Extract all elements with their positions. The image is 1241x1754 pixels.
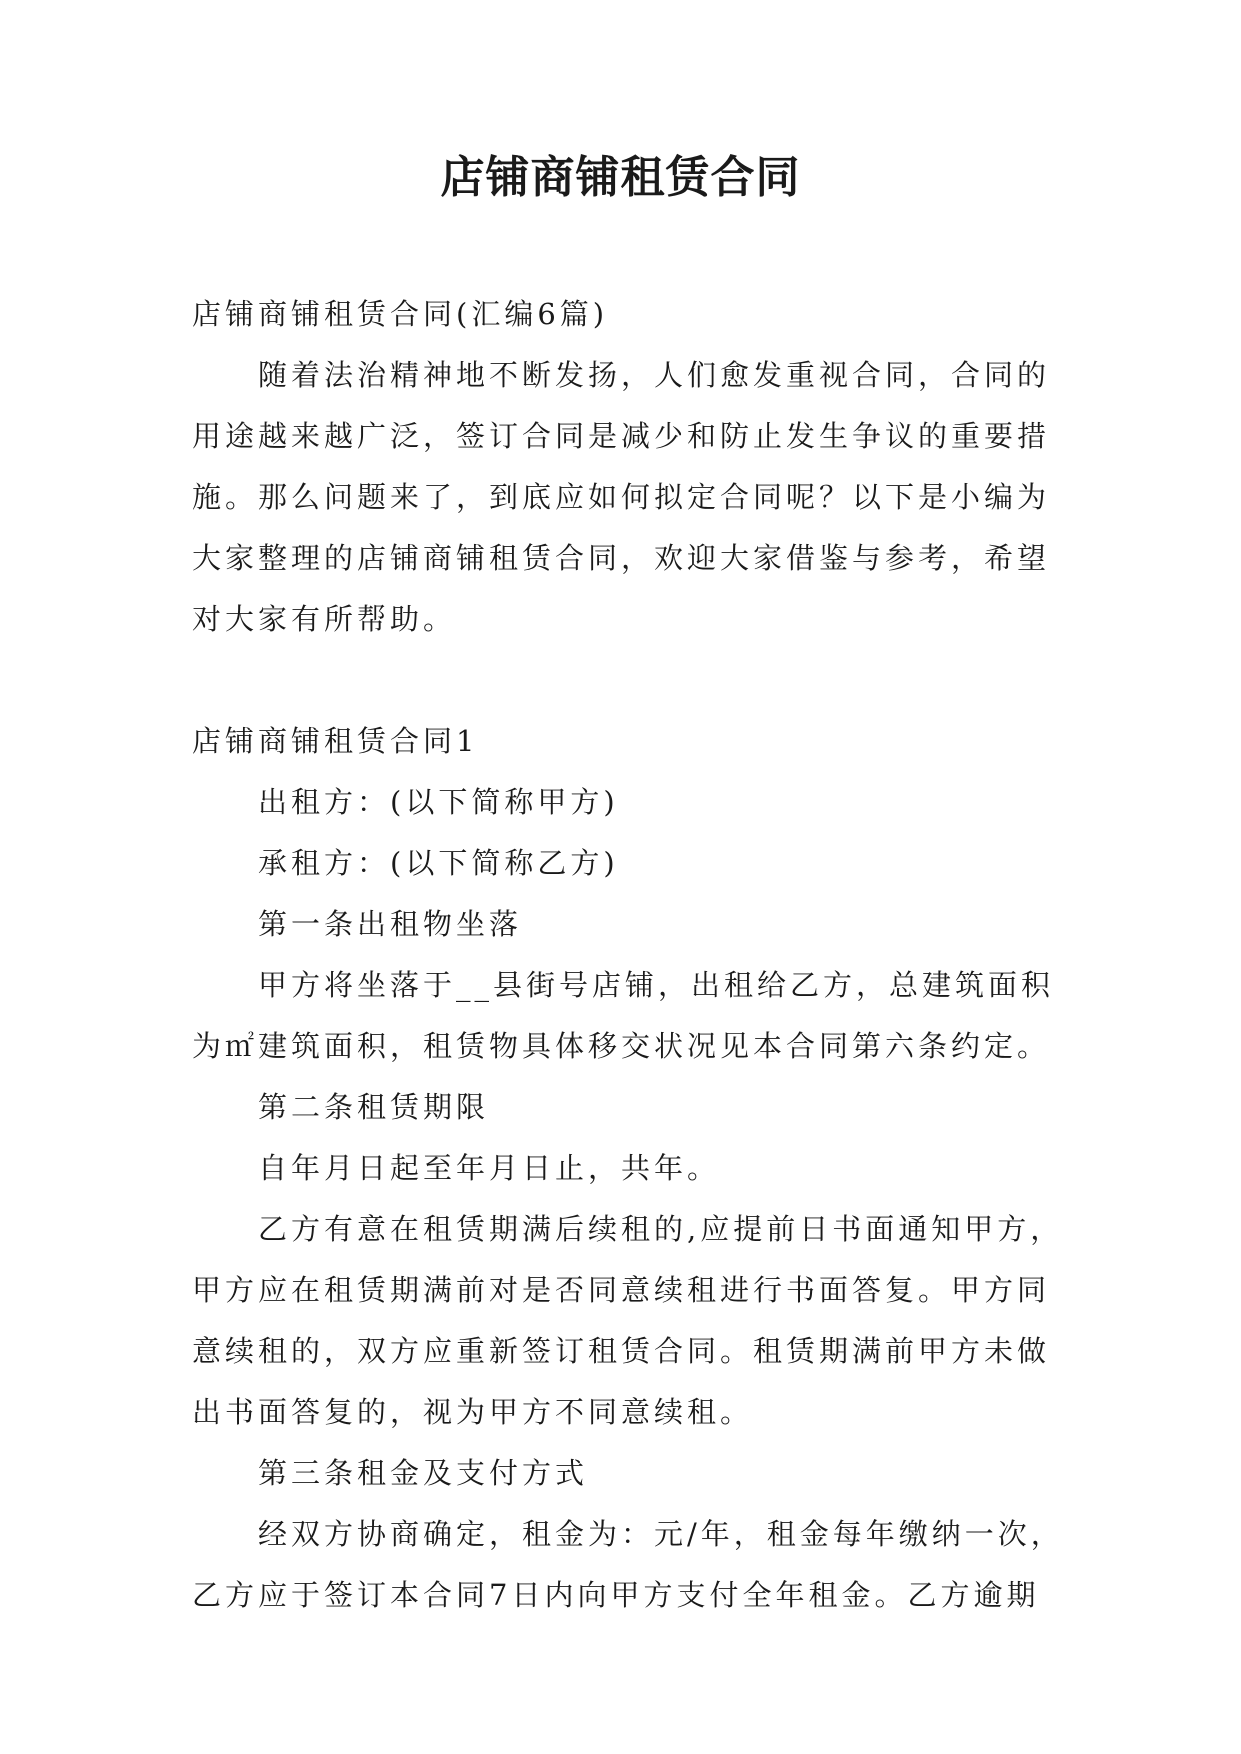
lessor-line: 出租方：(以下简称甲方): [258, 785, 619, 819]
intro-line: 大家整理的店铺商铺租赁合同，欢迎大家借鉴与参考，希望: [192, 541, 1051, 575]
intro-line: 随着法治精神地不断发扬，人们愈发重视合同，合同的: [258, 358, 1051, 392]
lessee-line: 承租方：(以下简称乙方): [258, 846, 619, 880]
paragraph-gap: [192, 650, 1052, 711]
intro-line: 对大家有所帮助。: [192, 602, 457, 636]
article-text-line: 甲方将坐落于__县街号店铺，出租给乙方，总建筑面积: [258, 968, 1055, 1002]
article-text-line: 乙方应于签订本合同7日内向甲方支付全年租金。乙方逾期: [192, 1578, 1040, 1612]
document-body: [192, 284, 1064, 1626]
article-text-line: 意续租的，双方应重新签订租赁合同。租赁期满前甲方未做: [192, 1334, 1051, 1368]
intro-line: 用途越来越广泛，签订合同是减少和防止发生争议的重要措: [192, 419, 1051, 453]
article-title: 第二条租赁期限: [258, 1090, 490, 1124]
section-heading: 店铺商铺租赁合同1: [192, 724, 479, 758]
article-text-line: 出书面答复的，视为甲方不同意续租。: [192, 1395, 754, 1429]
document-subtitle: 店铺商铺租赁合同(汇编6篇): [192, 297, 609, 331]
article-text-line: 甲方应在租赁期满前对是否同意续租进行书面答复。甲方同: [192, 1273, 1051, 1307]
article-text-line: 经双方协商确定，租金为：元/年，租金每年缴纳一次，: [258, 1517, 1064, 1551]
article-text-line: 乙方有意在租赁期满后续租的,应提前日书面通知甲方，: [258, 1212, 1064, 1246]
article-text-line: 自年月日起至年月日止，共年。: [258, 1151, 721, 1185]
intro-line: 施。那么问题来了，到底应如何拟定合同呢？以下是小编为: [192, 480, 1051, 514]
article-text-line: 为㎡建筑面积，租赁物具体移交状况见本合同第六条约定。: [192, 1029, 1051, 1063]
article-title: 第三条租金及支付方式: [258, 1456, 589, 1490]
document-title: 店铺商铺租赁合同: [440, 152, 801, 203]
article-title: 第一条出租物坐落: [258, 907, 523, 941]
